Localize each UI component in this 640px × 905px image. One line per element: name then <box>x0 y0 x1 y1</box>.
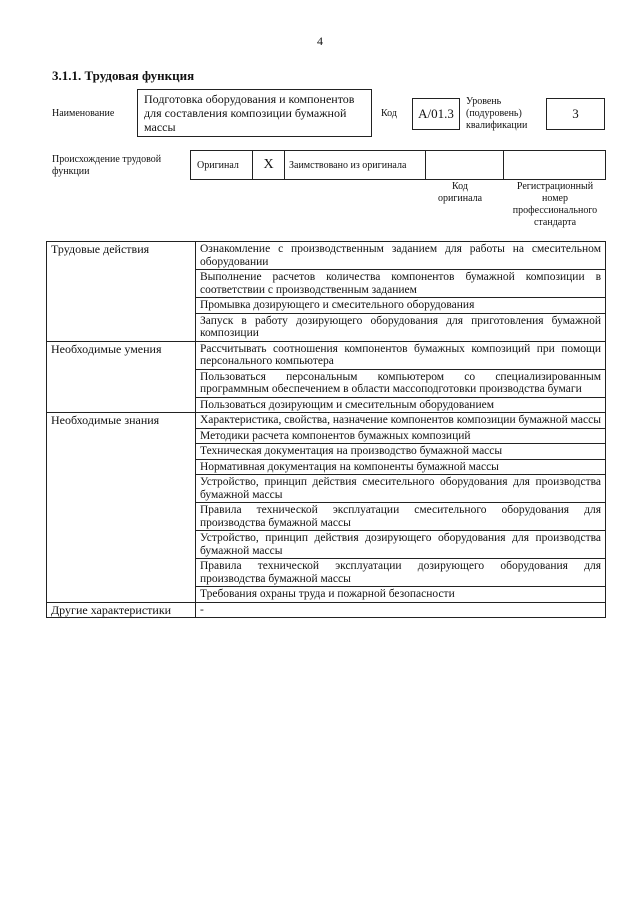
original-mark: X <box>263 157 274 172</box>
item-cell: Устройство, принцип действия дозирующего оборудования для производства бумажной массы <box>196 531 606 559</box>
item-cell: Правила технической эксплуатации дозирующего оборудования для производства бумажной массы <box>196 559 606 587</box>
item-cell: Выполнение расчетов количества компонентов бумажной композиции в соответствии с производственным заданием <box>196 270 606 298</box>
item-cell: Запуск в работу дозирующего оборудования для приготовления бумажной композиции <box>196 313 606 341</box>
item-cell: Правила технической эксплуатации смесительного оборудования для производства бумажной массы <box>196 503 606 531</box>
code-value: А/01.3 <box>418 106 454 121</box>
page-number: 4 <box>317 34 323 48</box>
item-cell: - <box>196 602 606 618</box>
reg-number-cell <box>504 151 605 179</box>
section-title: 3.1.1. Трудовая функция <box>52 68 195 83</box>
code-label: Код <box>381 108 397 119</box>
item-cell: Методики расчета компонентов бумажных композиций <box>196 428 606 444</box>
item-cell: Характеристика, свойства, назначение компонентов композиции бумажной массы <box>196 413 606 429</box>
origin-row <box>190 150 606 180</box>
level-label: Уровень (подуровень) квалификации <box>466 96 528 131</box>
category-cell: Необходимые умения <box>47 341 196 413</box>
table-row <box>47 602 606 618</box>
original-label: Оригинал <box>197 159 239 171</box>
level-value: 3 <box>572 106 579 121</box>
table-row <box>47 341 606 369</box>
item-cell: Ознакомление с производственным заданием для работы на смесительном оборудовании <box>196 242 606 270</box>
item-cell: Техническая документация на производство бумажной массы <box>196 444 606 460</box>
name-label: Наименование <box>52 108 115 119</box>
table-row <box>47 413 606 429</box>
function-details-table <box>46 241 606 618</box>
category-cell: Необходимые знания <box>47 413 196 603</box>
original-cell <box>191 151 253 179</box>
item-cell: Требования охраны труда и пожарной безопасности <box>196 587 606 603</box>
item-cell: Нормативная документация на компоненты бумажной массы <box>196 459 606 475</box>
function-name-value: Подготовка оборудования и компонентов для составления композиции бумажной массы <box>144 92 355 134</box>
original-code-cell <box>426 151 504 179</box>
reg-number-caption: Регистрационный номер профессионального стандарта <box>512 181 598 228</box>
item-cell: Промывка дозирующего и смесительного оборудования <box>196 298 606 314</box>
original-mark-cell <box>253 151 285 179</box>
function-name-box <box>137 89 372 137</box>
item-cell: Пользоваться дозирующим и смесительным оборудованием <box>196 397 606 413</box>
borrowed-label: Заимствовано из оригинала <box>289 159 407 171</box>
code-box <box>412 98 460 130</box>
item-cell: Рассчитывать соотношения компонентов бумажных композиций при помощи персонального компьютера <box>196 341 606 369</box>
borrowed-cell <box>285 151 426 179</box>
table-row <box>47 242 606 270</box>
item-cell: Пользоваться персональным компьютером со специализированным программным обеспечением в области массоподготовки производства бумаги <box>196 369 606 397</box>
level-box <box>546 98 605 130</box>
code-original-caption: Код оригинала <box>437 181 483 204</box>
item-cell: Устройство, принцип действия смесительного оборудования для производства бумажной массы <box>196 475 606 503</box>
origin-label: Происхождение трудовой функции <box>52 154 162 177</box>
category-cell: Трудовые действия <box>47 242 196 342</box>
category-cell: Другие характеристики <box>47 602 196 618</box>
